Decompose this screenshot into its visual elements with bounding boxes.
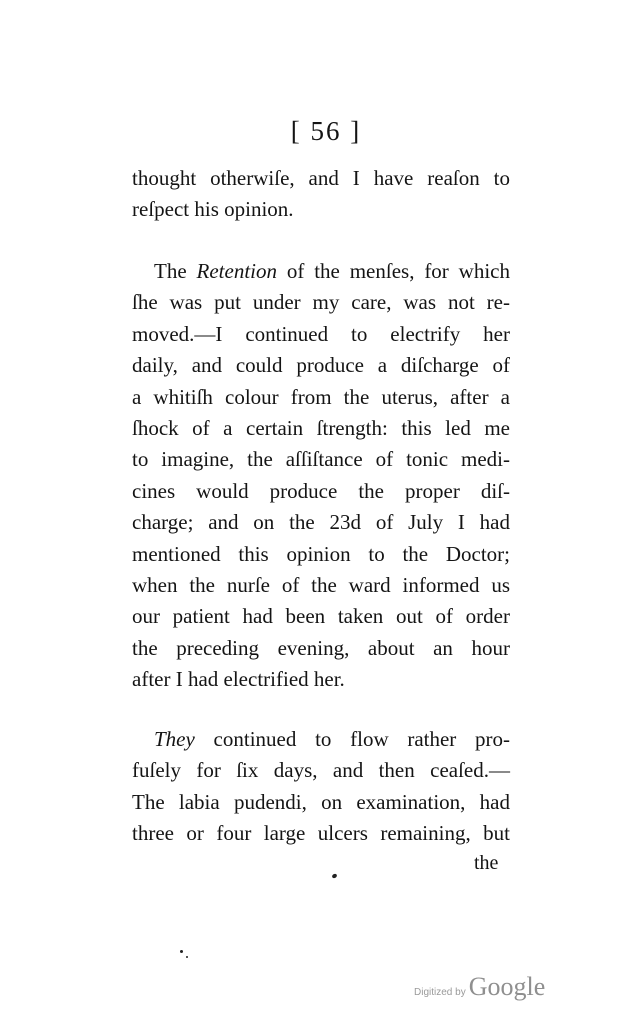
text-line: after I had electrified her.	[132, 667, 345, 692]
text-line: when the nurſe of the ward informed us	[132, 572, 510, 597]
italic-term: They	[154, 727, 195, 751]
page-number: [ 56 ]	[290, 116, 362, 146]
text-line: fuſely for ſix days, and then ceaſed.—	[132, 758, 510, 783]
ink-speck	[180, 950, 183, 953]
text-line: three or four large ulcers remaining, but	[132, 821, 510, 846]
digitized-watermark	[414, 972, 545, 1002]
text-line: to imagine, the aſſiſtance of tonic medi-	[132, 447, 510, 472]
paragraph-2	[132, 256, 510, 695]
text-line: a whitiſh colour from the uterus, after a	[132, 384, 510, 409]
text-line: mentioned this opinion to the Doctor;	[132, 541, 510, 566]
ink-speck	[331, 873, 337, 879]
digitized-by-label: Digitized by	[414, 987, 466, 998]
ink-speck	[186, 956, 188, 958]
text-line: cines would produce the proper diſ-	[132, 478, 510, 503]
italic-term: Retention	[196, 259, 277, 283]
google-logo: Google	[468, 972, 546, 1001]
text-line: moved.—I continued to electrify her	[132, 321, 510, 346]
text-line: charge; and on the 23d of July I had	[132, 510, 510, 535]
catchword: the	[474, 852, 499, 874]
text-line: The Retention of the menſes, for which	[154, 259, 510, 283]
text-line: ſhe was put under my care, was not re-	[132, 290, 510, 315]
text-line: They continued to flow rather pro-	[154, 727, 510, 751]
paragraph-3	[132, 724, 510, 850]
text-line: ſhock of a certain ſtrength: this led me	[132, 415, 510, 440]
text-line: daily, and could produce a diſcharge of	[132, 353, 510, 378]
text-line: reſpect his opinion.	[132, 197, 294, 222]
paragraph-1	[132, 163, 510, 226]
text-line: our patient had been taken out of order	[132, 604, 510, 629]
text-line: The labia pudendi, on examination, had	[132, 789, 510, 814]
text-line: thought otherwiſe, and I have reaſon to	[132, 166, 510, 190]
text-line: the preceding evening, about an hour	[132, 635, 510, 660]
